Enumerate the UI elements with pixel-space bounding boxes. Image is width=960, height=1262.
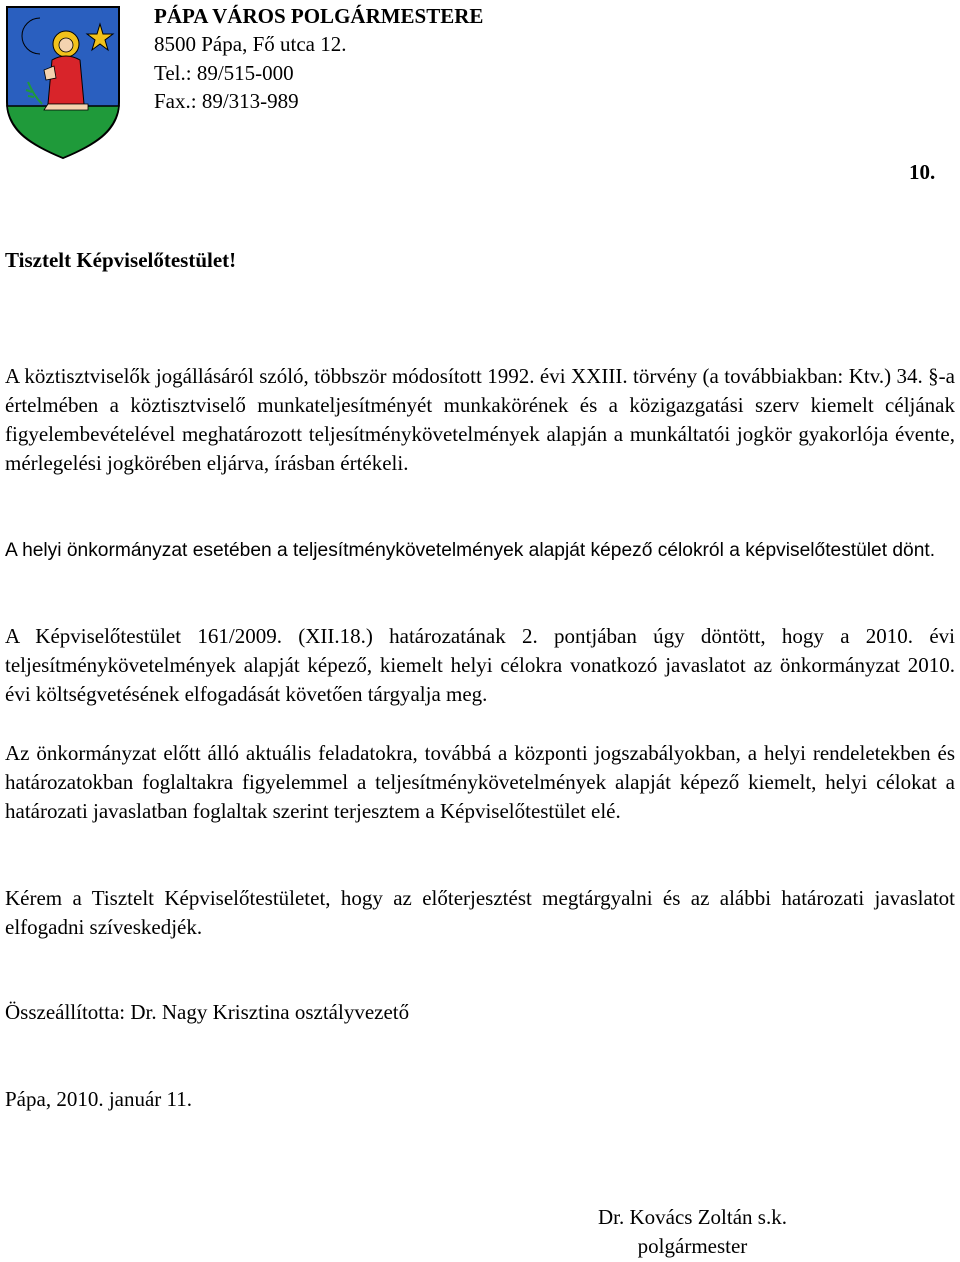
page-number: 10.	[909, 160, 936, 184]
compiled-by: Összeállította: Dr. Nagy Krisztina osztályvezető	[5, 1000, 410, 1024]
paragraph-4: Az önkormányzat előtt álló aktuális feladatokra, továbbá a központi jogszabályokban, a helyi rendeletekben és határozatokban foglaltakra figyelemmel a teljesítménykövetelmények alapját képező kiemelt, helyi célokat a határozati javaslatban foglaltak szerint terjesztem a Képviselőtestület elé.	[5, 741, 955, 823]
organization-name: PÁPA VÁROS POLGÁRMESTERE	[154, 4, 484, 28]
salutation: Tisztelt Képviselőtestület!	[5, 248, 237, 272]
signature-block	[598, 1203, 787, 1261]
paragraph-3: A Képviselőtestület 161/2009. (XII.18.) határozatának 2. pontjában úgy döntött, hogy a 2010. évi teljesítménykövetelmények alapját képező, kiemelt helyi célokra vonatkozó javaslatot az önkormányzat 2010. évi költségvetésének elfogadását követően tárgyalja meg.	[5, 624, 955, 706]
place-and-date: Pápa, 2010. január 11.	[5, 1087, 193, 1111]
fax: Fax.: 89/313-989	[154, 88, 299, 113]
paragraph-1: A köztisztviselők jogállásáról szóló, többször módosított 1992. évi XXIII. törvény (a továbbiakban: Ktv.) 34. §-a értelmében a köztisztviselő munkateljesítményét munkakörének és a közigazgatási szerv kiemelt céljának figyelembevételével meghatározott teljesítménykövetelmények alapján a munkáltatói jogkör gyakorlója évente, mérlegelési jogkörében eljárva, írásban értékeli.	[5, 364, 955, 475]
telephone: Tel.: 89/515-000	[154, 60, 294, 85]
signatory-title: polgármester	[637, 1234, 748, 1258]
signatory-name: Dr. Kovács Zoltán s.k.	[598, 1205, 787, 1229]
paragraph-2: A helyi önkormányzat esetében a teljesítménykövetelmények alapját képező célokról a képviselőtestület dönt.	[5, 540, 936, 561]
coat-of-arms-emblem	[4, 4, 122, 160]
letterhead	[154, 2, 483, 115]
paragraph-5: Kérem a Tisztelt Képviselőtestületet, hogy az előterjesztést megtárgyalni és az alábbi határozati javaslatot elfogadni szíveskedjék.	[5, 886, 955, 939]
address: 8500 Pápa, Fő utca 12.	[154, 32, 347, 57]
